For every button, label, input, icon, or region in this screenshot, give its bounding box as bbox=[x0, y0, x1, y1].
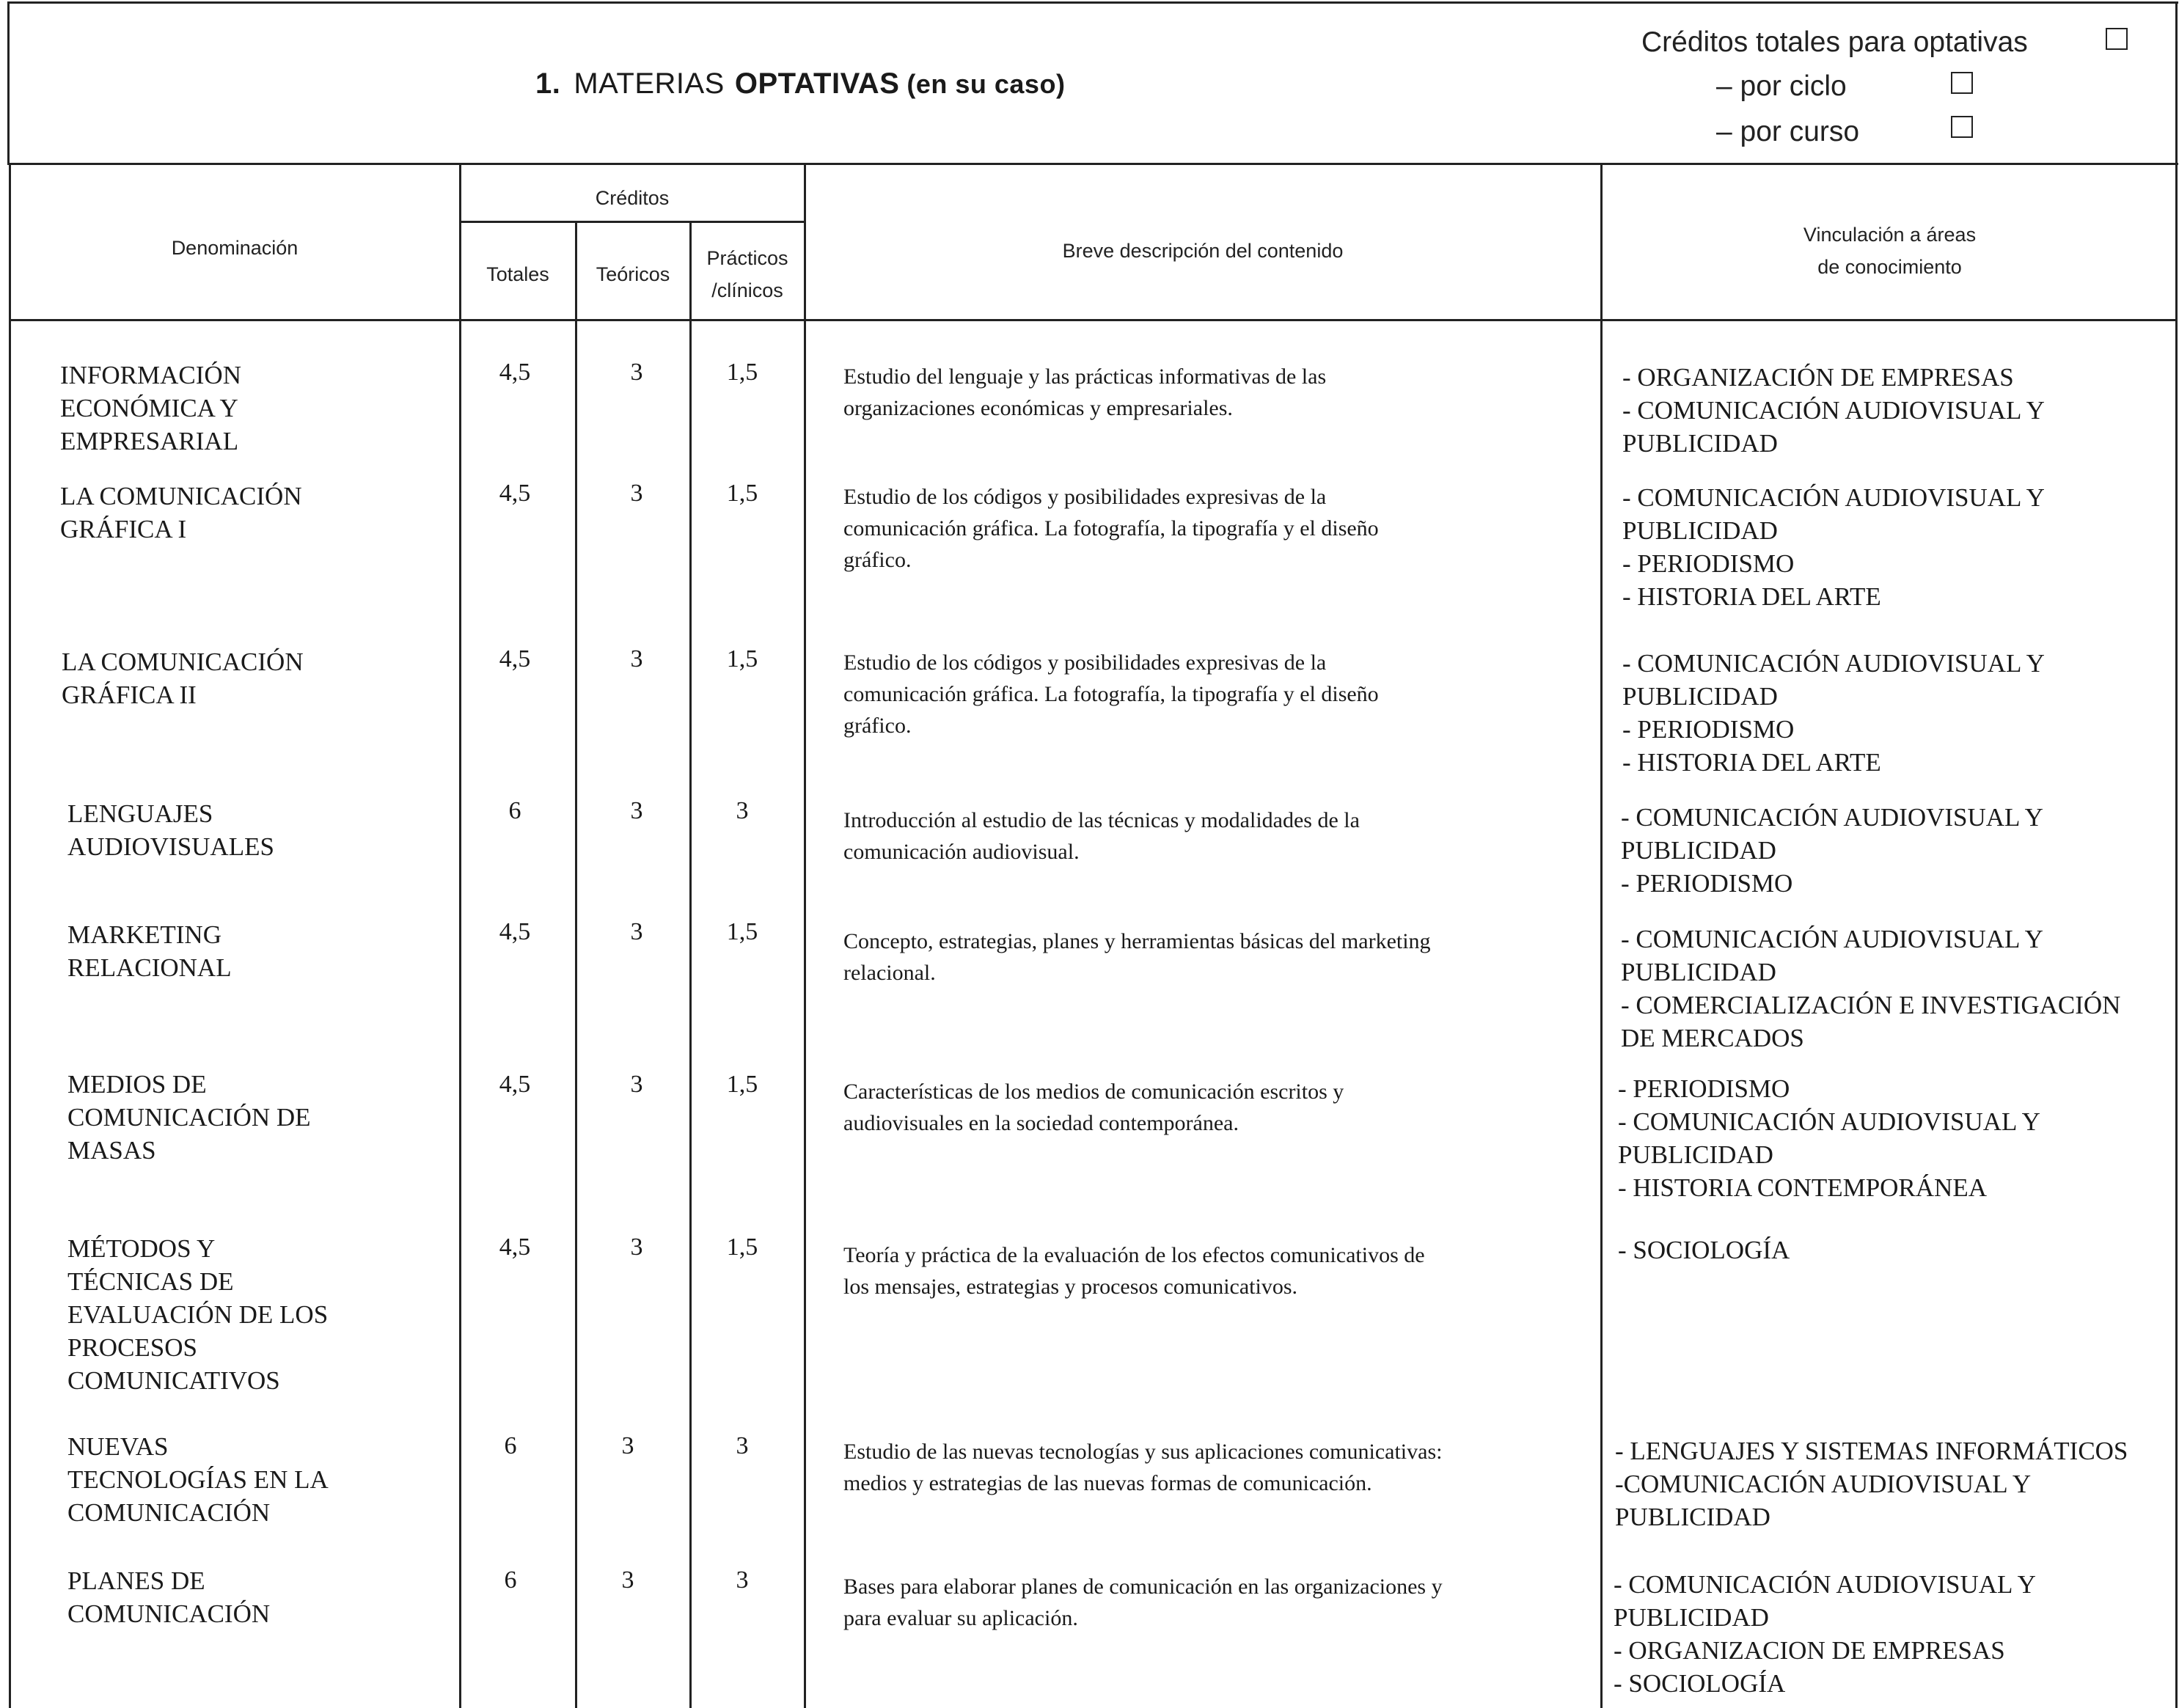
row-9-teoricos: 3 bbox=[621, 1566, 634, 1594]
row-3-areas: - COMUNICACIÓN AUDIOVISUAL Y PUBLICIDAD - PERIODISMO - HISTORIA DEL ARTE bbox=[1622, 649, 2045, 777]
row-1-description: Estudio del lenguaje y las prácticas informativas de las organizaciones económicas y empresariales. bbox=[843, 364, 1327, 420]
table-left-border bbox=[9, 165, 11, 1708]
row-8-name: NUEVAS TECNOLOGÍAS EN LA COMUNICACIÓN bbox=[67, 1432, 329, 1527]
col-header-creditos: Créditos bbox=[595, 187, 670, 209]
col-sep-creditos-left bbox=[459, 165, 461, 1708]
col-sep-practicos bbox=[689, 222, 692, 1708]
row-8-areas: - LENGUAJES Y SISTEMAS INFORMÁTICOS -COMUNICACIÓN AUDIOVISUAL Y PUBLICIDAD bbox=[1615, 1437, 2128, 1531]
option-label-curso: – por curso bbox=[1716, 116, 1860, 147]
option-label-total: Créditos totales para optativas bbox=[1641, 26, 2028, 58]
header-bottom-border bbox=[7, 163, 2178, 165]
row-3-totales: 4,5 bbox=[499, 645, 531, 672]
row-4-practicos: 3 bbox=[736, 797, 749, 824]
row-2-description: Estudio de los códigos y posibilidades expresivas de la comunicación gráfica. La fotografía, la tipografía y el diseño gráfico. bbox=[843, 485, 1379, 572]
checkbox-curso[interactable] bbox=[1951, 116, 1973, 138]
row-1-areas: - ORGANIZACIÓN DE EMPRESAS - COMUNICACIÓN AUDIOVISUAL Y PUBLICIDAD bbox=[1622, 363, 2045, 458]
row-6-description: Características de los medios de comunicación escritos y audiovisuales en la sociedad contemporánea. bbox=[843, 1080, 1344, 1135]
row-4-totales: 6 bbox=[508, 797, 521, 824]
row-8-description: Estudio de las nuevas tecnologías y sus aplicaciones comunicativas: medios y estrategias de las nuevas formas de comunicación. bbox=[843, 1440, 1443, 1495]
row-3-name: LA COMUNICACIÓN GRÁFICA II bbox=[62, 648, 304, 709]
title-word-materias: MATERIAS bbox=[574, 67, 725, 100]
row-2-areas: - COMUNICACIÓN AUDIOVISUAL Y PUBLICIDAD - PERIODISMO - HISTORIA DEL ARTE bbox=[1622, 483, 2045, 611]
row-9-description: Bases para elaborar planes de comunicación en las organizaciones y para evaluar su aplicación. bbox=[843, 1575, 1443, 1630]
col-sep-descripcion bbox=[804, 165, 806, 1708]
row-3-practicos: 1,5 bbox=[726, 645, 758, 672]
row-9-areas: - COMUNICACIÓN AUDIOVISUAL Y PUBLICIDAD - ORGANIZACION DE EMPRESAS - SOCIOLOGÍA bbox=[1614, 1570, 2036, 1698]
row-7-practicos: 1,5 bbox=[726, 1234, 758, 1261]
row-5-practicos: 1,5 bbox=[726, 918, 758, 945]
row-6-name: MEDIOS DE COMUNICACIÓN DE MASAS bbox=[67, 1070, 311, 1165]
row-1-totales: 4,5 bbox=[499, 359, 531, 386]
creditos-sub-divider bbox=[459, 221, 805, 223]
checkbox-ciclo[interactable] bbox=[1951, 72, 1973, 94]
title-parenthetical: (en su caso) bbox=[907, 69, 1066, 99]
col-header-practicos: Prácticos /clínicos bbox=[706, 247, 788, 301]
row-2-totales: 4,5 bbox=[499, 480, 531, 507]
col-header-descripcion: Breve descripción del contenido bbox=[1062, 240, 1344, 262]
row-8-totales: 6 bbox=[504, 1432, 517, 1459]
row-4-teoricos: 3 bbox=[630, 797, 643, 824]
row-8-practicos: 3 bbox=[736, 1432, 749, 1459]
top-border bbox=[7, 1, 2178, 4]
col-header-teoricos: Teóricos bbox=[596, 263, 670, 285]
row-5-name: MARKETING RELACIONAL bbox=[67, 920, 232, 982]
row-7-name: MÉTODOS Y TÉCNICAS DE EVALUACIÓN DE LOS PROCESOS COMUNICATIVOS bbox=[67, 1234, 329, 1395]
row-9-totales: 6 bbox=[504, 1566, 517, 1594]
row-4-description: Introducción al estudio de las técnicas y modalidades de la comunicación audiovisual. bbox=[843, 808, 1360, 864]
col-header-denominacion: Denominación bbox=[171, 237, 299, 259]
row-2-name: LA COMUNICACIÓN GRÁFICA I bbox=[60, 482, 302, 543]
row-2-teoricos: 3 bbox=[630, 480, 643, 507]
title-word-optativas: OPTATIVAS bbox=[734, 67, 900, 100]
row-5-description: Concepto, estrategias, planes y herramientas básicas del marketing relacional. bbox=[843, 929, 1431, 985]
col-sep-vinculacion bbox=[1600, 165, 1603, 1708]
row-1-teoricos: 3 bbox=[630, 359, 643, 386]
row-5-totales: 4,5 bbox=[499, 918, 531, 945]
row-7-totales: 4,5 bbox=[499, 1234, 531, 1261]
row-2-practicos: 1,5 bbox=[726, 480, 758, 507]
row-7-teoricos: 3 bbox=[630, 1234, 643, 1261]
row-3-description: Estudio de los códigos y posibilidades expresivas de la comunicación gráfica. La fotografía, la tipografía y el diseño gráfico. bbox=[843, 650, 1379, 738]
col-header-vinculacion: Vinculación a áreas de conocimiento bbox=[1803, 224, 1977, 278]
checkbox-total[interactable] bbox=[2106, 28, 2128, 50]
row-5-teoricos: 3 bbox=[630, 918, 643, 945]
section-number: 1. bbox=[535, 67, 561, 100]
row-1-practicos: 1,5 bbox=[726, 359, 758, 386]
row-7-description: Teoría y práctica de la evaluación de los efectos comunicativos de los mensajes, estrategias y procesos comunicativos. bbox=[843, 1243, 1425, 1299]
row-4-areas: - COMUNICACIÓN AUDIOVISUAL Y PUBLICIDAD - PERIODISMO bbox=[1621, 803, 2043, 898]
row-6-practicos: 1,5 bbox=[726, 1071, 758, 1098]
row-3-teoricos: 3 bbox=[630, 645, 643, 672]
row-1-name: INFORMACIÓN ECONÓMICA Y EMPRESARIAL bbox=[60, 361, 241, 455]
row-7-areas: - SOCIOLOGÍA bbox=[1618, 1236, 1790, 1264]
row-9-name: PLANES DE COMUNICACIÓN bbox=[67, 1566, 271, 1628]
option-label-ciclo: – por ciclo bbox=[1716, 70, 1847, 102]
row-6-areas: - PERIODISMO - COMUNICACIÓN AUDIOVISUAL Y PUBLICIDAD - HISTORIA CONTEMPORÁNEA bbox=[1618, 1074, 2040, 1202]
row-4-name: LENGUAJES AUDIOVISUALES bbox=[67, 799, 274, 861]
section-title bbox=[535, 67, 1065, 100]
row-9-practicos: 3 bbox=[736, 1566, 749, 1594]
left-border-top bbox=[7, 1, 10, 163]
row-5-areas: - COMUNICACIÓN AUDIOVISUAL Y PUBLICIDAD - COMERCIALIZACIÓN E INVESTIGACIÓN DE MERCADOS bbox=[1621, 925, 2121, 1052]
row-6-teoricos: 3 bbox=[630, 1071, 643, 1098]
column-header-bottom bbox=[9, 319, 2178, 321]
col-header-totales: Totales bbox=[486, 263, 549, 285]
row-8-teoricos: 3 bbox=[621, 1432, 634, 1459]
col-sep-teoricos bbox=[575, 222, 577, 1708]
row-6-totales: 4,5 bbox=[499, 1071, 531, 1098]
